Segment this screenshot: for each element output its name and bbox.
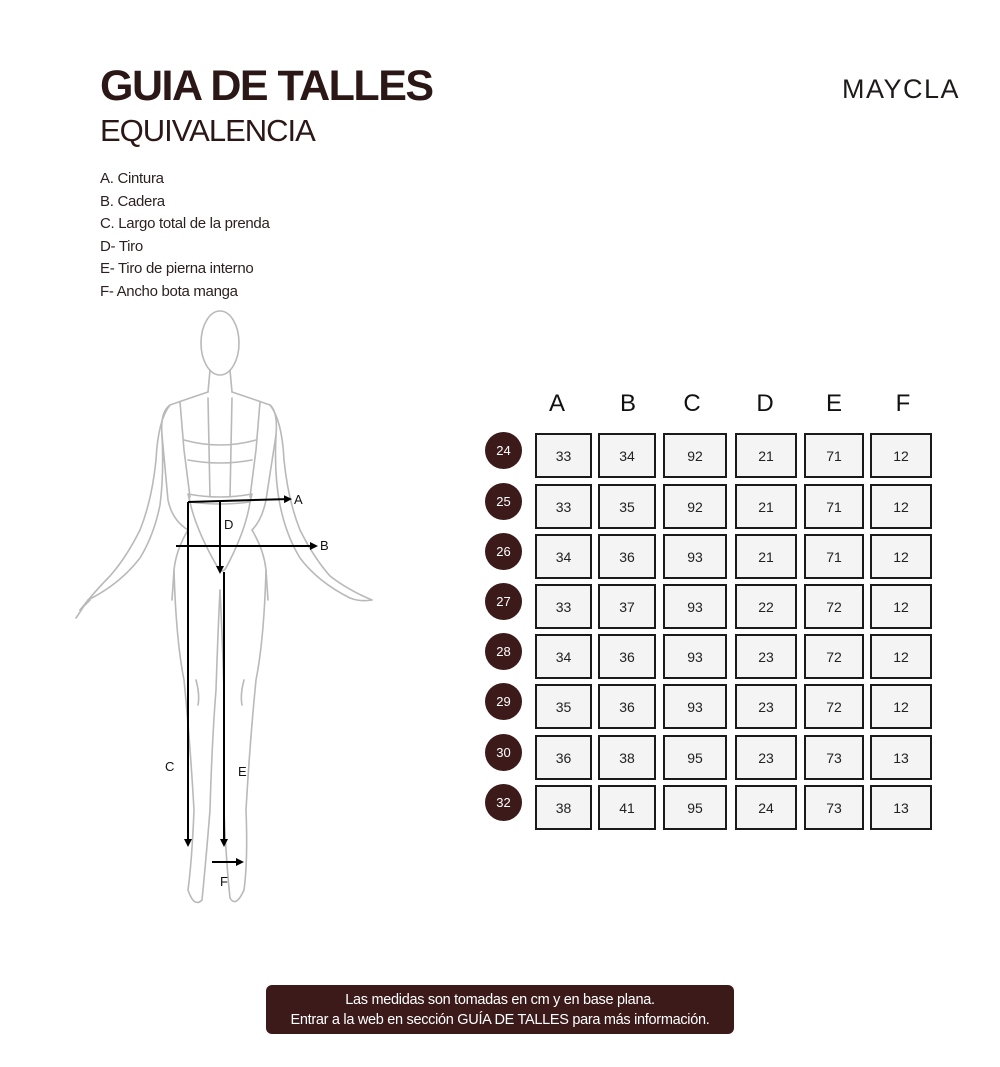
table-cell: 93	[663, 634, 727, 679]
table-cell: 21	[735, 433, 797, 478]
table-cell: 12	[870, 634, 932, 679]
table-cell: 93	[663, 584, 727, 629]
table-cell: 21	[735, 484, 797, 529]
table-cell: 33	[535, 433, 592, 478]
footer-note	[266, 985, 734, 1034]
label-d: D	[224, 517, 234, 532]
table-cell: 73	[804, 735, 864, 780]
table-cell: 35	[535, 684, 592, 729]
footer-line-1: Las medidas son tomadas en cm y en base plana.	[345, 992, 655, 1008]
table-cell: 12	[870, 534, 932, 579]
legend-item-d: D- Tiro	[100, 237, 143, 255]
size-badge: 26	[485, 533, 522, 570]
table-cell: 35	[598, 484, 656, 529]
size-badge: 24	[485, 432, 522, 469]
table-cell: 71	[804, 484, 864, 529]
table-cell: 13	[870, 735, 932, 780]
page-subtitle: EQUIVALENCIA	[100, 113, 315, 148]
label-b: B	[320, 538, 329, 553]
legend-item-a: A. Cintura	[100, 170, 164, 187]
legend-item-b: B. Cadera	[100, 192, 165, 210]
label-c: C	[165, 759, 175, 774]
size-badge: 30	[485, 734, 522, 771]
table-cell: 12	[870, 433, 932, 478]
table-cell: 38	[535, 785, 592, 830]
page-title: GUIA DE TALLES	[100, 62, 433, 110]
table-cell: 72	[804, 684, 864, 729]
table-cell: 95	[663, 735, 727, 780]
table-cell: 34	[598, 433, 656, 478]
table-cell: 33	[535, 584, 592, 629]
legend-item-f: F- Ancho bota manga	[100, 282, 238, 300]
label-e: E	[238, 764, 247, 779]
table-cell: 72	[804, 634, 864, 679]
table-cell: 24	[735, 785, 797, 830]
table-cell: 33	[535, 484, 592, 529]
table-cell: 71	[804, 534, 864, 579]
column-header-c: C	[683, 390, 701, 417]
table-cell: 21	[735, 534, 797, 579]
table-cell: 12	[870, 584, 932, 629]
size-badge: 29	[485, 683, 522, 720]
table-cell: 37	[598, 584, 656, 629]
table-cell: 34	[535, 534, 592, 579]
size-badge: 32	[485, 784, 522, 821]
table-cell: 23	[735, 684, 797, 729]
table-cell: 36	[598, 684, 656, 729]
column-header-a: A	[548, 390, 565, 417]
table-cell: 22	[735, 584, 797, 629]
table-cell: 72	[804, 584, 864, 629]
table-cell: 36	[598, 534, 656, 579]
table-cell: 73	[804, 785, 864, 830]
table-cell: 23	[735, 735, 797, 780]
table-cell: 23	[735, 634, 797, 679]
table-cell: 41	[598, 785, 656, 830]
column-header-f: F	[895, 390, 911, 417]
legend-item-e: E- Tiro de pierna interno	[100, 260, 254, 277]
size-badge: 27	[485, 583, 522, 620]
table-cell: 92	[663, 484, 727, 529]
table-cell: 12	[870, 684, 932, 729]
measurement-legend	[100, 168, 270, 303]
column-header-d: D	[756, 390, 774, 417]
brand-logo: MAYCLA	[842, 74, 961, 104]
size-badge: 25	[485, 483, 522, 520]
footer-line-2: Entrar a la web en sección GUÍA DE TALLES para más información.	[290, 1012, 710, 1028]
table-cell: 93	[663, 534, 727, 579]
table-cell: 34	[535, 634, 592, 679]
table-cell: 13	[870, 785, 932, 830]
mannequin-figure	[60, 300, 390, 920]
table-cell: 12	[870, 484, 932, 529]
table-cell: 36	[598, 634, 656, 679]
column-header-e: E	[825, 390, 842, 417]
label-f: F	[220, 874, 228, 889]
table-cell: 95	[663, 785, 727, 830]
table-cell: 93	[663, 684, 727, 729]
column-header-b: B	[619, 390, 636, 417]
label-a: A	[294, 492, 303, 507]
table-cell: 71	[804, 433, 864, 478]
table-cell: 38	[598, 735, 656, 780]
size-badge: 28	[485, 633, 522, 670]
table-cell: 92	[663, 433, 727, 478]
legend-item-c: C. Largo total de la prenda	[100, 215, 270, 232]
table-cell: 36	[535, 735, 592, 780]
